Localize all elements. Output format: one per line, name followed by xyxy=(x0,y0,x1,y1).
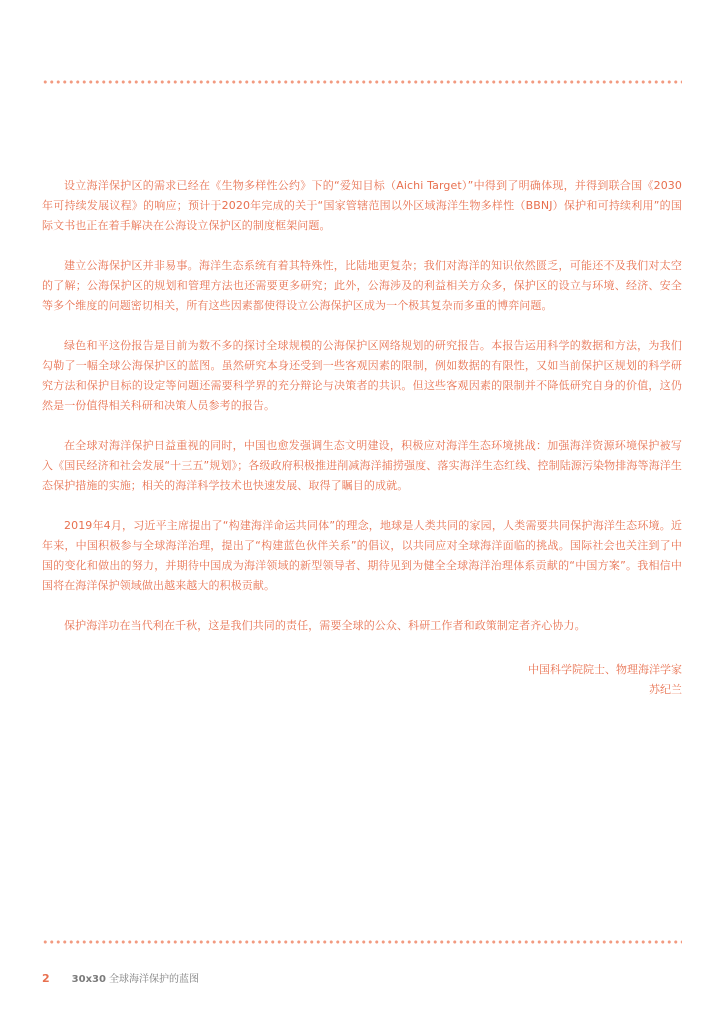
paragraph-6: 保护海洋功在当代利在千秋，这是我们共同的责任，需要全球的公众、科研工作者和政策制定者齐心协力。 xyxy=(64,619,586,632)
signature-block xyxy=(528,660,682,700)
top-dotted-divider xyxy=(42,80,682,84)
paragraph-5: 2019年4月，习近平主席提出了“构建海洋命运共同体”的理念，地球是人类共同的家园，人类需要共同保护海洋生态环境。近年来，中国积极参与全球海洋治理，提出了“构建蓝色伙伴关系”的倡议，以共同应对全球海洋面临的挑战。国际社会也关注到了中国的变化和做出的努力，并期待中国成为海洋领域的新型领导者、期待见到为健全全球海洋治理体系贡献的“中国方案”。我相信中国将在海洋保护领域做出越来越大的积极贡献。 xyxy=(42,519,682,592)
report-title: 全球海洋保护的蓝图 xyxy=(108,974,199,985)
paragraph-2: 建立公海保护区并非易事。海洋生态系统有着其特殊性，比陆地更复杂；我们对海洋的知识依然匮乏，可能还不及我们对太空的了解；公海保护区的规划和管理方法也还需要更多研究；此外，公海涉及的利益相关方众多，保护区的设立与环境、经济、安全等多个维度的问题密切相关，所有这些因素都使得设立公海保护区成为一个极其复杂而多重的博弈问题。 xyxy=(42,259,682,312)
signature-affiliation: 中国科学院院士、物理海洋学家 xyxy=(528,663,682,676)
foreword-body xyxy=(42,176,682,656)
page-footer xyxy=(42,970,199,985)
paragraph-1: 设立海洋保护区的需求已经在《生物多样性公约》下的“爱知目标（Aichi Target）”中得到了明确体现，并得到联合国《2030年可持续发展议程》的响应；预计于2020年完成的关于“国家管辖范围以外区域海洋生物多样性（BBNJ）保护和可持续利用”的国际文书也正在着手解决在公海设立保护区的制度框架问题。 xyxy=(42,179,682,232)
paragraph-3: 绿色和平这份报告是目前为数不多的探讨全球规模的公海保护区网络规划的研究报告。本报告运用科学的数据和方法，为我们勾勒了一幅全球公海保护区的蓝图。虽然研究本身还受到一些客观因素的限制，例如数据的有限性，又如当前保护区规划的科学研究方法和保护目标的设定等问题还需要科学界的充分辩论与决策者的共识。但这些客观因素的限制并不降低研究自身的价值，这仍然是一份值得相关科研和决策人员参考的报告。 xyxy=(42,339,682,412)
bottom-dotted-divider xyxy=(42,940,682,944)
signature-name: 苏纪兰 xyxy=(649,683,682,696)
report-title-bold: 30x30 xyxy=(71,974,106,985)
page-number: 2 xyxy=(42,972,50,985)
paragraph-4: 在全球对海洋保护日益重视的同时，中国也愈发强调生态文明建设，积极应对海洋生态环境挑战：加强海洋资源环境保护被写入《国民经济和社会发展“十三五”规划》；各级政府积极推进削减海洋捕捞强度、落实海洋生态红线、控制陆源污染物排海等海洋生态保护措施的实施；相关的海洋科学技术也快速发展、取得了瞩目的成就。 xyxy=(42,439,682,492)
